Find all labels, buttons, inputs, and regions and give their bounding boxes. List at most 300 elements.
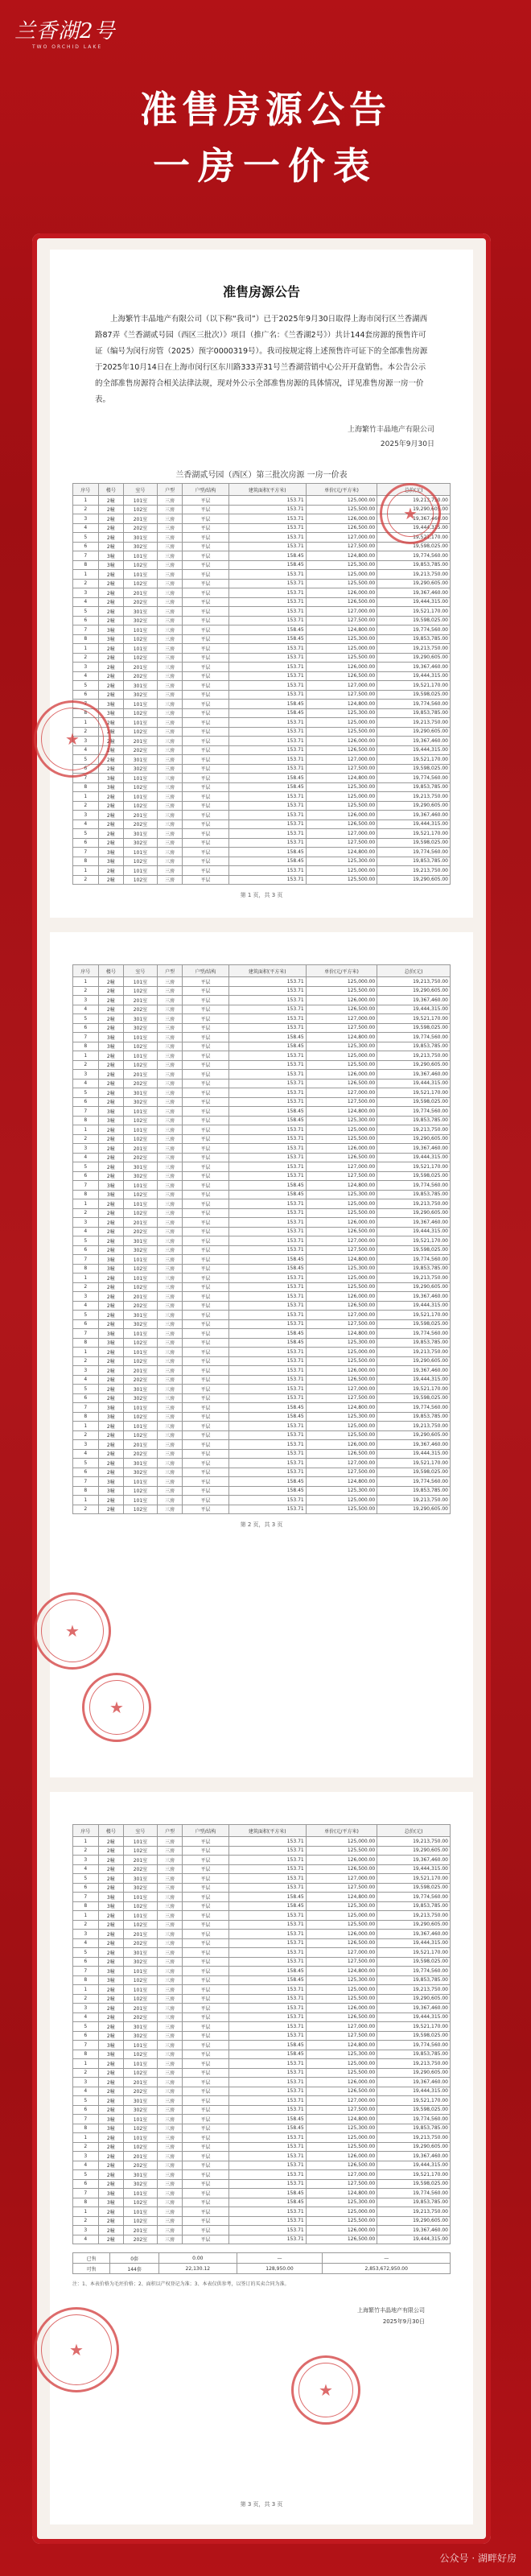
table-cell: 19,598,025.00 — [377, 1023, 451, 1033]
table-cell: 5 — [73, 607, 99, 617]
table-cell: 153.71 — [228, 542, 306, 551]
table-row — [73, 2059, 451, 2069]
table-cell: 三房 — [157, 2226, 183, 2235]
table-cell: 平层 — [183, 1975, 229, 1985]
table-cell: 127,000.00 — [306, 1311, 377, 1320]
table-cell: 153.71 — [228, 2179, 306, 2189]
table-cell: 19,444,315.00 — [377, 2161, 451, 2170]
table-cell: 153.71 — [228, 977, 306, 987]
table-cell: 19,444,315.00 — [377, 1227, 451, 1236]
table-cell: 三房 — [157, 1422, 183, 1431]
table-cell: 153.71 — [228, 2216, 306, 2226]
table-cell: 平层 — [183, 570, 229, 580]
table-cell: 102室 — [124, 1190, 158, 1199]
table-row — [73, 1874, 451, 1884]
table-cell: 平层 — [183, 1171, 229, 1181]
table-cell: 19,290,605.00 — [377, 1920, 451, 1930]
table-cell: 三房 — [157, 2216, 183, 2226]
table-cell: 三房 — [157, 1994, 183, 2004]
table-cell: 301室 — [124, 2022, 158, 2032]
table-cell: 4 — [73, 2161, 99, 2170]
table-cell: 平层 — [183, 1070, 229, 1080]
table-cell: 7 — [73, 1893, 99, 1902]
table-cell: 6 — [73, 1957, 99, 1967]
table-cell: 7 — [73, 1967, 99, 1976]
table-cell: 平层 — [183, 1901, 229, 1911]
table-row — [73, 1930, 451, 1939]
table-cell: 153.71 — [228, 2004, 306, 2013]
table-cell: 158.45 — [228, 1901, 306, 1911]
table-cell: 153.71 — [228, 1051, 306, 1061]
table-row — [73, 2216, 451, 2226]
table-cell: 2幢 — [98, 1948, 124, 1958]
table-cell: 2幢 — [98, 663, 124, 672]
table-cell: 8 — [73, 1190, 99, 1199]
table-cell: 153.71 — [228, 1856, 306, 1865]
table-cell: 19,444,315.00 — [377, 597, 451, 607]
table-cell: 19,774,560.00 — [377, 551, 451, 561]
table-cell: 4 — [73, 523, 99, 533]
table-cell: 127,500.00 — [306, 542, 377, 551]
table-cell: 1 — [73, 1422, 99, 1431]
table-cell: 平层 — [183, 2105, 229, 2115]
table-cell: 153.71 — [228, 1060, 306, 1070]
table-cell: 平层 — [183, 745, 229, 755]
table-row — [73, 848, 451, 857]
table-cell: 平层 — [183, 2179, 229, 2189]
table-cell: 1 — [73, 1125, 99, 1135]
table-cell: 127,000.00 — [306, 1948, 377, 1958]
table-cell: 平层 — [183, 801, 229, 811]
table-cell: 8 — [73, 1264, 99, 1274]
price-table-3 — [72, 1824, 451, 2244]
table-cell: 101室 — [124, 2115, 158, 2124]
table-cell: 19,853,785.00 — [377, 1901, 451, 1911]
table-cell: 2 — [73, 505, 99, 514]
table-cell: 3幢 — [98, 1486, 124, 1496]
table-cell: 201室 — [124, 996, 158, 1005]
table-cell: 3 — [73, 514, 99, 524]
table-cell: 2幢 — [98, 2068, 124, 2078]
table-cell: 三房 — [157, 496, 183, 506]
table-cell: 19,774,560.00 — [377, 1403, 451, 1413]
table-cell: 19,290,605.00 — [377, 505, 451, 514]
table-notes: 注：1、本表价格为毛坯价格；2、面积以产权登记为准；3、本表仅供参考，以签订的买卖合同为准。 — [72, 2281, 290, 2287]
table-cell: 127,000.00 — [306, 607, 377, 617]
table-cell: 19,213,750.00 — [377, 2207, 451, 2217]
table-cell: 202室 — [124, 1375, 158, 1385]
table-cell: 302室 — [124, 1883, 158, 1893]
table-cell: 101室 — [124, 1274, 158, 1283]
table-cell: 202室 — [124, 671, 158, 681]
table-row — [73, 1144, 451, 1154]
table-row — [73, 690, 451, 700]
table-cell: 153.71 — [228, 1440, 306, 1450]
company-seal: ★ — [291, 2355, 360, 2425]
table-cell: 19,290,605.00 — [377, 875, 451, 885]
table-cell: 124,800.00 — [306, 1181, 377, 1191]
table-cell: 125,000.00 — [306, 2207, 377, 2217]
table-row — [73, 1356, 451, 1366]
table-cell: 19,853,785.00 — [377, 782, 451, 792]
table-cell: 19,367,460.00 — [377, 1366, 451, 1376]
table-cell: 127,000.00 — [306, 829, 377, 839]
table-cell: 102室 — [124, 634, 158, 644]
table-cell: 153.71 — [228, 1134, 306, 1144]
table-cell: 127,000.00 — [306, 1459, 377, 1468]
table-cell: 2幢 — [98, 1911, 124, 1921]
table-cell: 8 — [73, 782, 99, 792]
table-cell: 6 — [73, 838, 99, 848]
table-cell: 5 — [73, 2096, 99, 2106]
table-cell: 125,300.00 — [306, 782, 377, 792]
table-cell: 101室 — [124, 1477, 158, 1487]
table-cell: 19,598,025.00 — [377, 1097, 451, 1107]
table-row — [73, 588, 451, 598]
table-cell: 三房 — [157, 986, 183, 996]
table-row — [73, 2198, 451, 2207]
table-cell: 2幢 — [98, 1874, 124, 1884]
table-cell: 三房 — [157, 1893, 183, 1902]
table-cell: 三房 — [157, 2004, 183, 2013]
table-cell: 三房 — [157, 1088, 183, 1098]
table-cell: 19,521,170.00 — [377, 755, 451, 765]
logo-subtext: TWO ORCHID LAKE — [32, 44, 103, 50]
table-cell: 101室 — [124, 866, 158, 876]
table-cell: 124,800.00 — [306, 700, 377, 709]
notice-signer: 上海繁竹丰晶地产有限公司 — [347, 426, 434, 434]
table-cell: 2幢 — [98, 2004, 124, 2013]
table-cell: 平层 — [183, 1319, 229, 1329]
table-cell: 2幢 — [98, 1920, 124, 1930]
table-cell: 2 — [73, 1994, 99, 2004]
table-cell: 三房 — [157, 2161, 183, 2170]
table-cell: 124,800.00 — [306, 551, 377, 561]
table-cell: 153.71 — [228, 1496, 306, 1505]
table-cell: 101室 — [124, 1911, 158, 1921]
table-cell: 三房 — [157, 700, 183, 709]
table-cell: 2幢 — [98, 1245, 124, 1255]
table-cell: 平层 — [183, 2004, 229, 2013]
table-cell: 三房 — [157, 1477, 183, 1487]
table-cell: 5 — [73, 755, 99, 765]
table-cell: 2幢 — [98, 671, 124, 681]
table-cell: 101室 — [124, 1033, 158, 1042]
table-cell: 2幢 — [98, 2096, 124, 2106]
table-cell: 158.45 — [228, 2124, 306, 2133]
table-row — [73, 2115, 451, 2124]
table-row — [73, 1134, 451, 1144]
table-cell: 3幢 — [98, 857, 124, 866]
table-cell: 201室 — [124, 1218, 158, 1228]
table-cell: 125,300.00 — [306, 1486, 377, 1496]
table-cell: 三房 — [157, 1274, 183, 1283]
table-cell: 三房 — [157, 718, 183, 728]
table-cell: 153.71 — [228, 1097, 306, 1107]
table-cell: 301室 — [124, 1088, 158, 1098]
table-cell: 三房 — [157, 1079, 183, 1088]
table-cell: 2幢 — [98, 737, 124, 746]
table-cell: 158.45 — [228, 848, 306, 857]
table-cell: 125,000.00 — [306, 866, 377, 876]
table-cell: 201室 — [124, 2152, 158, 2161]
table-cell: 153.71 — [228, 1883, 306, 1893]
table-cell: 5 — [73, 1088, 99, 1098]
table-row — [73, 1005, 451, 1014]
table-cell: 302室 — [124, 764, 158, 774]
table-cell: 2幢 — [98, 1459, 124, 1468]
table-cell: 201室 — [124, 1366, 158, 1376]
table-row — [73, 1023, 451, 1033]
table-cell: 7 — [73, 2115, 99, 2124]
table-cell: 153.71 — [228, 1449, 306, 1459]
table-cell: 平层 — [183, 1856, 229, 1865]
table-cell: 19,853,785.00 — [377, 1264, 451, 1274]
table-cell: 201室 — [124, 1292, 158, 1302]
table-cell: 124,800.00 — [306, 625, 377, 635]
table-cell: 102室 — [124, 1134, 158, 1144]
table-cell: 101室 — [124, 1837, 158, 1847]
table-cell: 平层 — [183, 1005, 229, 1014]
table-cell: 三房 — [157, 616, 183, 625]
table-cell: 2 — [73, 1846, 99, 1856]
table-cell: 三房 — [157, 977, 183, 987]
table-cell: 153.71 — [228, 1356, 306, 1366]
table-cell: 2幢 — [98, 1440, 124, 1450]
table-cell: 2幢 — [98, 2078, 124, 2087]
table-cell: 19,290,605.00 — [377, 2142, 451, 2152]
summary-cell: 144套 — [110, 2264, 159, 2274]
table-cell: 126,500.00 — [306, 2013, 377, 2022]
table-cell: 4 — [73, 1227, 99, 1236]
table-row — [73, 1468, 451, 1477]
table-cell: 三房 — [157, 1874, 183, 1884]
table-cell: 三房 — [157, 1051, 183, 1061]
table-row — [73, 2152, 451, 2161]
document-page-3 — [50, 1792, 473, 2524]
table-cell: 2幢 — [98, 1023, 124, 1033]
table-cell: 7 — [73, 1181, 99, 1191]
table-cell: 3幢 — [98, 1264, 124, 1274]
table-cell: 126,000.00 — [306, 996, 377, 1005]
table-row — [73, 1171, 451, 1181]
table-row — [73, 681, 451, 691]
table-cell: 153.71 — [228, 616, 306, 625]
table-cell: 102室 — [124, 1060, 158, 1070]
table-row — [73, 1153, 451, 1162]
table-cell: 126,500.00 — [306, 1079, 377, 1088]
table-cell: 301室 — [124, 755, 158, 765]
table-cell: 153.71 — [228, 866, 306, 876]
table-cell: 平层 — [183, 1042, 229, 1051]
table-cell: 126,000.00 — [306, 811, 377, 820]
table-cell: 平层 — [183, 1338, 229, 1348]
table-cell: 19,290,605.00 — [377, 1356, 451, 1366]
table-cell: 平层 — [183, 1236, 229, 1246]
table-cell: 19,367,460.00 — [377, 1218, 451, 1228]
table-cell: 三房 — [157, 1282, 183, 1292]
table-cell: 153.71 — [228, 1236, 306, 1246]
table-cell: 平层 — [183, 505, 229, 514]
table-cell: 1 — [73, 496, 99, 506]
table-cell: 125,500.00 — [306, 1994, 377, 2004]
table-cell: 2幢 — [98, 579, 124, 588]
table-row — [73, 644, 451, 654]
table-cell: 126,500.00 — [306, 2161, 377, 2170]
table-cell: 153.71 — [228, 570, 306, 580]
table-cell: 平层 — [183, 1301, 229, 1311]
table-cell: 三房 — [157, 1060, 183, 1070]
table-cell: 8 — [73, 2050, 99, 2059]
table-cell: 4 — [73, 745, 99, 755]
table-cell: 2幢 — [98, 1319, 124, 1329]
table-row — [73, 2179, 451, 2189]
table-cell: 126,000.00 — [306, 2152, 377, 2161]
table-cell: 125,300.00 — [306, 1042, 377, 1051]
table-cell: 2幢 — [98, 690, 124, 700]
table-cell: 19,290,605.00 — [377, 1208, 451, 1218]
table-cell: 三房 — [157, 1385, 183, 1394]
table-cell: 平层 — [183, 2198, 229, 2207]
table-cell: 126,000.00 — [306, 1144, 377, 1154]
table-cell: 平层 — [183, 2124, 229, 2133]
table-cell: 平层 — [183, 1948, 229, 1958]
table-row — [73, 2087, 451, 2096]
table-header-cell: 户型 — [157, 1825, 183, 1837]
table-cell: 153.71 — [228, 579, 306, 588]
table-cell: 2幢 — [98, 1088, 124, 1098]
table-cell: 125,000.00 — [306, 644, 377, 654]
table-cell: 三房 — [157, 819, 183, 829]
table-cell: 2幢 — [98, 1957, 124, 1967]
table-cell: 3幢 — [98, 774, 124, 783]
table-cell: 平层 — [183, 866, 229, 876]
table-cell: 1 — [73, 1051, 99, 1061]
table-row — [73, 1975, 451, 1985]
table-cell: 4 — [73, 1079, 99, 1088]
table-cell: 2幢 — [98, 2105, 124, 2115]
table-cell: 平层 — [183, 1162, 229, 1172]
table-cell: 7 — [73, 625, 99, 635]
table-cell: 三房 — [157, 1255, 183, 1265]
table-cell: 2幢 — [98, 2179, 124, 2189]
table-cell: 1 — [73, 718, 99, 728]
table-cell: 158.45 — [228, 1975, 306, 1985]
table-cell: 153.71 — [228, 1920, 306, 1930]
table-cell: 1 — [73, 792, 99, 802]
table-cell: 3 — [73, 1218, 99, 1228]
table-cell: 153.71 — [228, 2235, 306, 2244]
table-cell: 302室 — [124, 542, 158, 551]
table-cell: 19,774,560.00 — [377, 700, 451, 709]
table-cell: 三房 — [157, 1014, 183, 1024]
table-cell: 127,500.00 — [306, 1171, 377, 1181]
table-cell: 126,000.00 — [306, 2078, 377, 2087]
table-header-cell: 序号 — [73, 1825, 99, 1837]
table-cell: 5 — [73, 1162, 99, 1172]
table-cell: 平层 — [183, 1190, 229, 1199]
table-cell: 平层 — [183, 708, 229, 718]
table-row — [73, 1311, 451, 1320]
table-cell: 1 — [73, 1274, 99, 1283]
table-cell: 6 — [73, 1883, 99, 1893]
table-cell: 153.71 — [228, 505, 306, 514]
table-cell: 平层 — [183, 1079, 229, 1088]
table-cell: 三房 — [157, 570, 183, 580]
table-cell: 126,000.00 — [306, 737, 377, 746]
table-row — [73, 570, 451, 580]
table-cell: 102室 — [124, 2124, 158, 2133]
summary-cell: 0套 — [110, 2253, 159, 2264]
table-cell: 三房 — [157, 1042, 183, 1051]
table-cell: 202室 — [124, 2013, 158, 2022]
table-cell: 2 — [73, 801, 99, 811]
table-cell: 153.71 — [228, 1153, 306, 1162]
table-cell: 19,213,750.00 — [377, 866, 451, 876]
table-cell: 2 — [73, 1505, 99, 1514]
table-cell: 19,853,785.00 — [377, 1975, 451, 1985]
table-cell: 三房 — [157, 597, 183, 607]
table-cell: 19,444,315.00 — [377, 1301, 451, 1311]
table-row — [73, 1301, 451, 1311]
table-cell: 平层 — [183, 2096, 229, 2106]
table-cell: 2幢 — [98, 523, 124, 533]
table-cell: 4 — [73, 1375, 99, 1385]
side-seal: ★ — [34, 1592, 111, 1670]
table-cell: 102室 — [124, 1264, 158, 1274]
table-cell: 平层 — [183, 875, 229, 885]
table-cell: 2幢 — [98, 2207, 124, 2217]
table-row — [73, 2189, 451, 2198]
table-cell: 126,500.00 — [306, 1375, 377, 1385]
table-cell: 127,500.00 — [306, 2105, 377, 2115]
table-row — [73, 2096, 451, 2106]
table-cell: 102室 — [124, 1901, 158, 1911]
table-cell: 平层 — [183, 1403, 229, 1413]
table-cell: 平层 — [183, 560, 229, 570]
table-cell: 158.45 — [228, 625, 306, 635]
table-cell: 8 — [73, 560, 99, 570]
table-cell: 三房 — [157, 737, 183, 746]
table-cell: 2幢 — [98, 1125, 124, 1135]
table-cell: 19,598,025.00 — [377, 2105, 451, 2115]
table-cell: 2幢 — [98, 1301, 124, 1311]
table-row — [73, 829, 451, 839]
table-cell: 125,500.00 — [306, 727, 377, 737]
table-cell: 三房 — [157, 801, 183, 811]
summary-cell: 2,853,672,950.00 — [323, 2264, 451, 2274]
table-cell: 平层 — [183, 764, 229, 774]
table-cell: 19,774,560.00 — [377, 1477, 451, 1487]
table-cell: 3幢 — [98, 848, 124, 857]
table-cell: 2 — [73, 1430, 99, 1440]
table-cell: 102室 — [124, 2068, 158, 2078]
table-cell: 5 — [73, 1874, 99, 1884]
table-cell: 19,367,460.00 — [377, 2226, 451, 2235]
table-cell: 125,000.00 — [306, 1199, 377, 1209]
table-row — [73, 866, 451, 876]
table-cell: 三房 — [157, 1023, 183, 1033]
table-cell: 三房 — [157, 2142, 183, 2152]
table-cell: 3 — [73, 2004, 99, 2013]
table-cell: 153.71 — [228, 644, 306, 654]
table-cell: 102室 — [124, 727, 158, 737]
table-row — [73, 1042, 451, 1051]
table-cell: 153.71 — [228, 1994, 306, 2004]
table-cell: 19,444,315.00 — [377, 1375, 451, 1385]
table-cell: 三房 — [157, 829, 183, 839]
table-cell: 153.71 — [228, 1459, 306, 1468]
